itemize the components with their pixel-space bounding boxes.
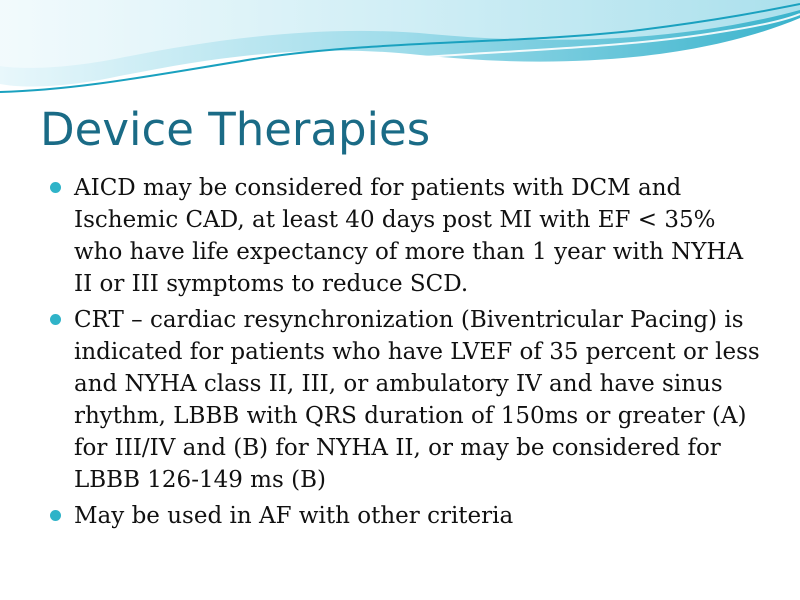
bullet-icon [50, 314, 61, 325]
bullet-text: AICD may be considered for patients with DCM and Ischemic CAD, at least 40 days post MI with EF < 35% who have life expectancy of more than 1 year with NYHA II or III symptoms to reduce SCD. [74, 175, 744, 297]
bullet-icon [50, 510, 61, 521]
bullet-list [44, 172, 764, 536]
bullet-icon [50, 182, 61, 193]
bullet-text: May be used in AF with other criteria [74, 503, 514, 529]
bullet-item [44, 172, 764, 300]
bullet-text: CRT – cardiac resynchronization (Biventricular Pacing) is indicated for patients who have LVEF of 35 percent or less and NYHA class II, III, or ambulatory IV and have sinus rhythm, LBBB with QRS duration of 150ms or greater (A) for III/IV and (B) for NYHA II, or may be considered for LBBB 126-149 ms (B) [74, 307, 760, 493]
bullet-item [44, 500, 764, 532]
header-wave-decoration [0, 0, 800, 100]
slide-title: Device Therapies [40, 103, 431, 156]
bullet-item [44, 304, 764, 496]
